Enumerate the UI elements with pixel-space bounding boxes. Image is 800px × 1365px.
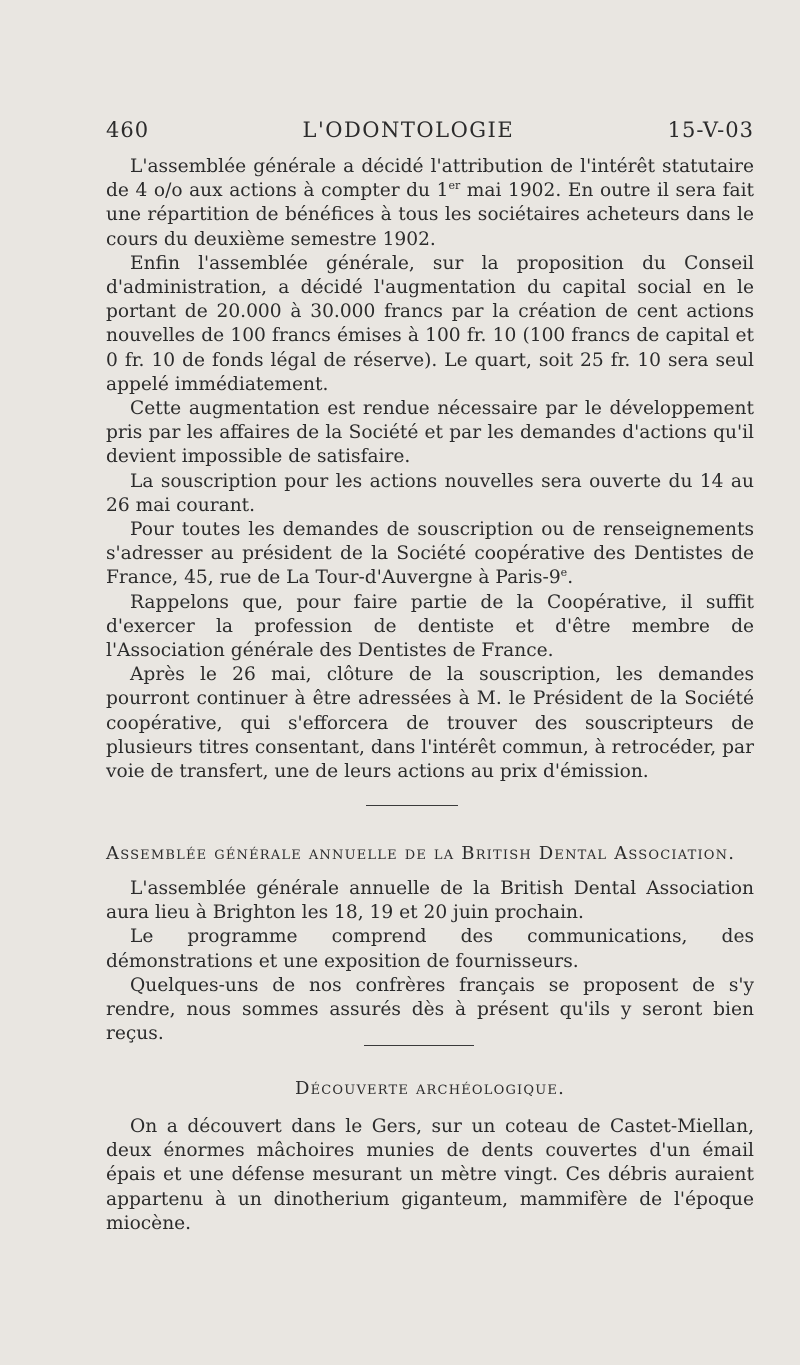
page-header bbox=[106, 118, 754, 142]
paragraph: Enfin l'assemblée générale, sur la proposition du Conseil d'administration, a décidé l'augmentation du capital social en le portant de 20.000 à 30.000 francs par la création de cent actions nouvelles de 100 francs émises à 100 fr. 10 (100 francs de capital et 0 fr. 10 de fonds légal de réserve). Le quart, soit 25 fr. 10 sera seul appelé immédiatement. bbox=[106, 252, 754, 395]
running-title: L'ODONTOLOGIE bbox=[302, 118, 515, 142]
paragraph: Après le 26 mai, clôture de la souscription, les demandes pourront continuer à être adressées à M. le Président de la Société coopérative, qui s'efforcera de trouver des souscripteurs de plusieurs titres consentant, dans l'intérêt commun, à retrocéder, par voie de transfert, une de leurs actions au prix d'émission. bbox=[106, 664, 754, 783]
paragraph: L'assemblée générale a décidé l'attribution de l'intérêt statutaire de 4 o/o aux actions à compter du 1er mai 1902. En outre il sera fait une répartition de bénéfices à tous les sociétaires acheteurs dans le cours du deuxième semestre 1902. bbox=[106, 156, 754, 250]
section-heading: Assemblée générale annuelle de la British Dental Association. bbox=[106, 843, 736, 864]
bda-section bbox=[106, 877, 754, 1046]
paragraph: La souscription pour les actions nouvelles sera ouverte du 14 au 26 mai courant. bbox=[106, 470, 754, 516]
paragraph: On a découvert dans le Gers, sur un coteau de Castet-Miellan, deux énormes mâchoires munies de dents couvertes d'un émail épais et une défense mesurant un mètre vingt. Ces débris auraient appartenu à un dinotherium giganteum, mammifère de l'époque miocène. bbox=[106, 1116, 754, 1234]
section-divider bbox=[364, 1045, 474, 1046]
paragraph: Rappelons que, pour faire partie de la Coopérative, il suffit d'exercer la profession de dentiste et d'être membre de l'Association générale des Dentistes de France. bbox=[106, 591, 754, 662]
page-number: 460 bbox=[106, 118, 150, 142]
cooperative-section bbox=[106, 155, 754, 784]
section-divider bbox=[366, 805, 458, 806]
archaeology-section bbox=[106, 1115, 754, 1236]
paragraph: Cette augmentation est rendue nécessaire par le développement pris par les affaires de la Société et par les demandes d'actions qu'il devient impossible de satisfaire. bbox=[106, 398, 754, 468]
paragraph: Le programme comprend des communications, des démonstrations et une exposition de fournisseurs. bbox=[106, 926, 754, 972]
issue-date: 15-V-03 bbox=[667, 118, 754, 142]
paragraph: Pour toutes les demandes de souscription ou de renseignements s'adresser au président de la Société coopérative des Dentistes de France, 45, rue de La Tour-d'Auvergne à Paris-9e. bbox=[106, 519, 754, 589]
section-heading: Découverte archéologique. bbox=[294, 1078, 566, 1099]
paragraph: Quelques-uns de nos confrères français se proposent de s'y rendre, nous sommes assurés dès à présent qu'ils y seront bien reçus. bbox=[106, 974, 754, 1045]
paragraph: L'assemblée générale annuelle de la British Dental Association aura lieu à Brighton les 18, 19 et 20 juin prochain. bbox=[106, 878, 754, 924]
